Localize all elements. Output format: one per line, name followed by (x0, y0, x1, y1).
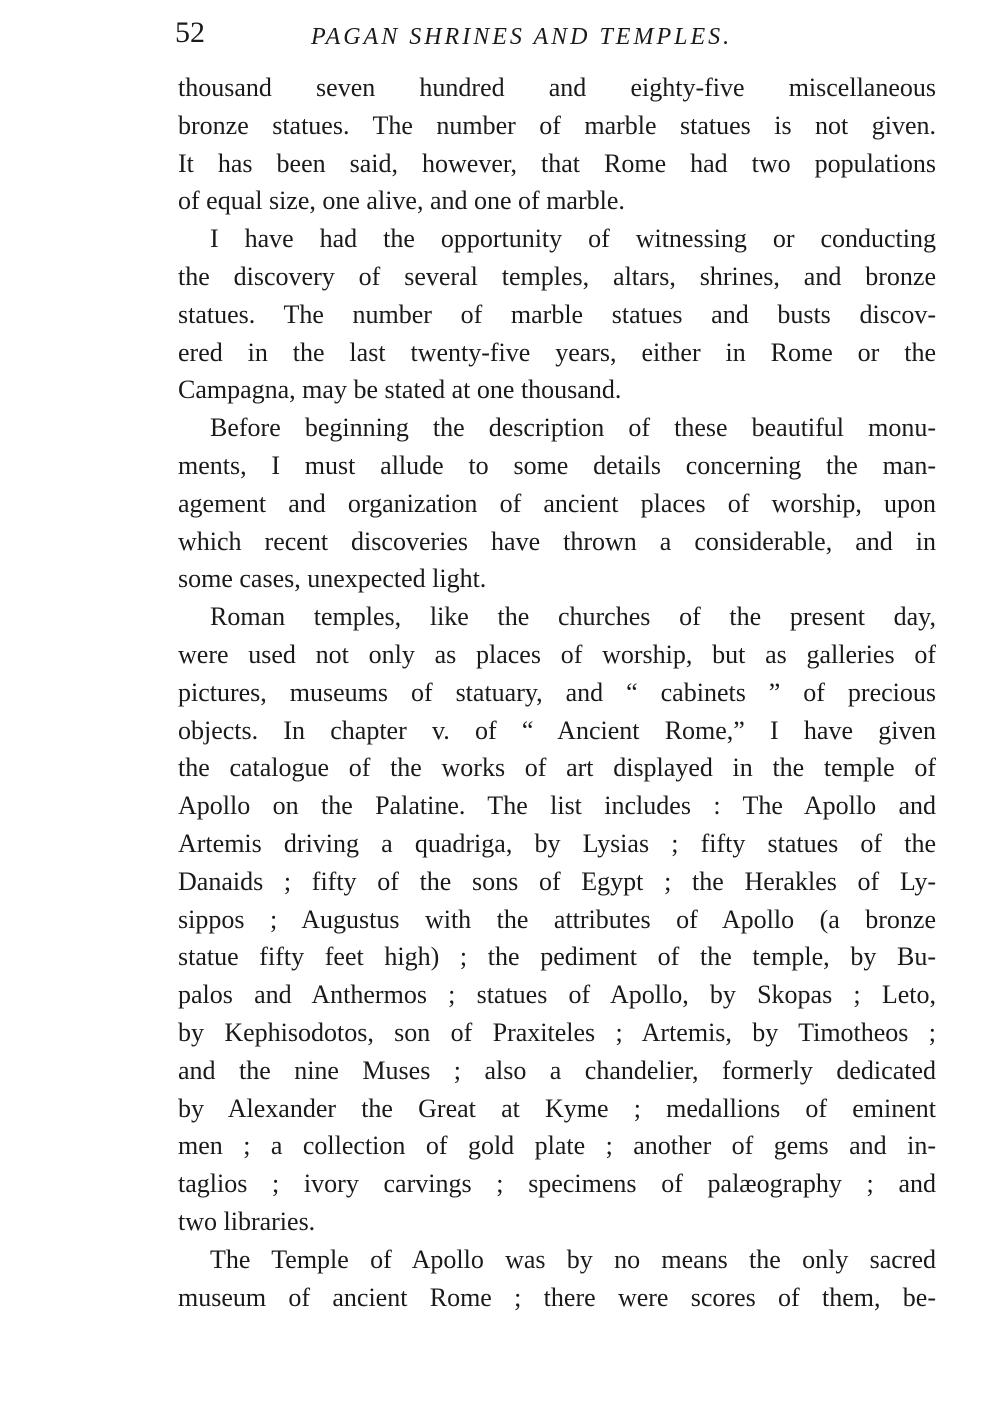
text-line: thousand seven hundred and eighty-five miscellaneous (178, 73, 936, 102)
text-line: ments, I must allude to some details concerning the man- (178, 450, 936, 480)
text-line: It has been said, however, that Rome had two populations (178, 148, 936, 178)
text-line: Apollo on the Palatine. The list includes : The Apollo and (178, 791, 936, 821)
text-line: the discovery of several temples, altars, shrines, and bronze (178, 261, 936, 291)
text-line: Danaids ; fifty of the sons of Egypt ; the Herakles of Ly- (178, 866, 936, 896)
text-line: two libraries. (178, 1206, 316, 1236)
paragraph-4 (178, 598, 936, 1241)
text-line: statues. The number of marble statues and busts discov- (178, 299, 936, 329)
text-line: which recent discoveries have thrown a considerable, and in (178, 526, 936, 556)
running-title: PAGAN SHRINES AND TEMPLES. (311, 24, 733, 50)
text-line: and the nine Muses ; also a chandelier, formerly dedicated (178, 1055, 936, 1085)
text-line: museum of ancient Rome ; there were scores of them, be- (178, 1282, 936, 1312)
text-line: bronze statues. The number of marble statues is not given. (178, 110, 936, 140)
body-text (178, 69, 936, 1316)
paragraph-1 (178, 69, 936, 220)
text-line: by Alexander the Great at Kyme ; medallions of eminent (178, 1093, 936, 1123)
text-line: Campagna, may be stated at one thousand. (178, 375, 622, 405)
text-line: statue fifty feet high) ; the pediment of the temple, by Bu- (178, 942, 936, 972)
page-number: 52 (175, 16, 205, 49)
text-line: of equal size, one alive, and one of marble. (178, 186, 625, 216)
text-line: Before beginning the description of these beautiful monu- (210, 413, 936, 443)
text-line: the catalogue of the works of art displayed in the temple of (178, 753, 936, 783)
text-line: some cases, unexpected light. (178, 564, 487, 594)
paragraph-5 (178, 1241, 936, 1317)
text-line: by Kephisodotos, son of Praxiteles ; Artemis, by Timotheos ; (178, 1017, 936, 1047)
text-line: The Temple of Apollo was by no means the only sacred (210, 1244, 936, 1274)
text-line: pictures, museums of statuary, and “ cabinets ” of precious (178, 677, 936, 707)
text-line: Artemis driving a quadriga, by Lysias ; fifty statues of the (178, 828, 936, 858)
running-head (175, 14, 935, 54)
text-line: agement and organization of ancient places of worship, upon (178, 488, 936, 518)
text-line: men ; a collection of gold plate ; another of gems and in- (178, 1131, 936, 1161)
text-line: Roman temples, like the churches of the present day, (210, 602, 936, 632)
text-line: were used not only as places of worship, but as galleries of (178, 639, 936, 669)
paragraph-3 (178, 409, 936, 598)
text-line: palos and Anthermos ; statues of Apollo, by Skopas ; Leto, (178, 980, 936, 1010)
text-line: ered in the last twenty-five years, either in Rome or the (178, 337, 936, 367)
text-line: I have had the opportunity of witnessing or conducting (210, 224, 936, 254)
paragraph-2 (178, 220, 936, 409)
text-line: sippos ; Augustus with the attributes of Apollo (a bronze (178, 904, 936, 934)
text-line: objects. In chapter v. of “ Ancient Rome,” I have given (178, 715, 936, 745)
text-line: taglios ; ivory carvings ; specimens of palæography ; and (178, 1169, 936, 1199)
